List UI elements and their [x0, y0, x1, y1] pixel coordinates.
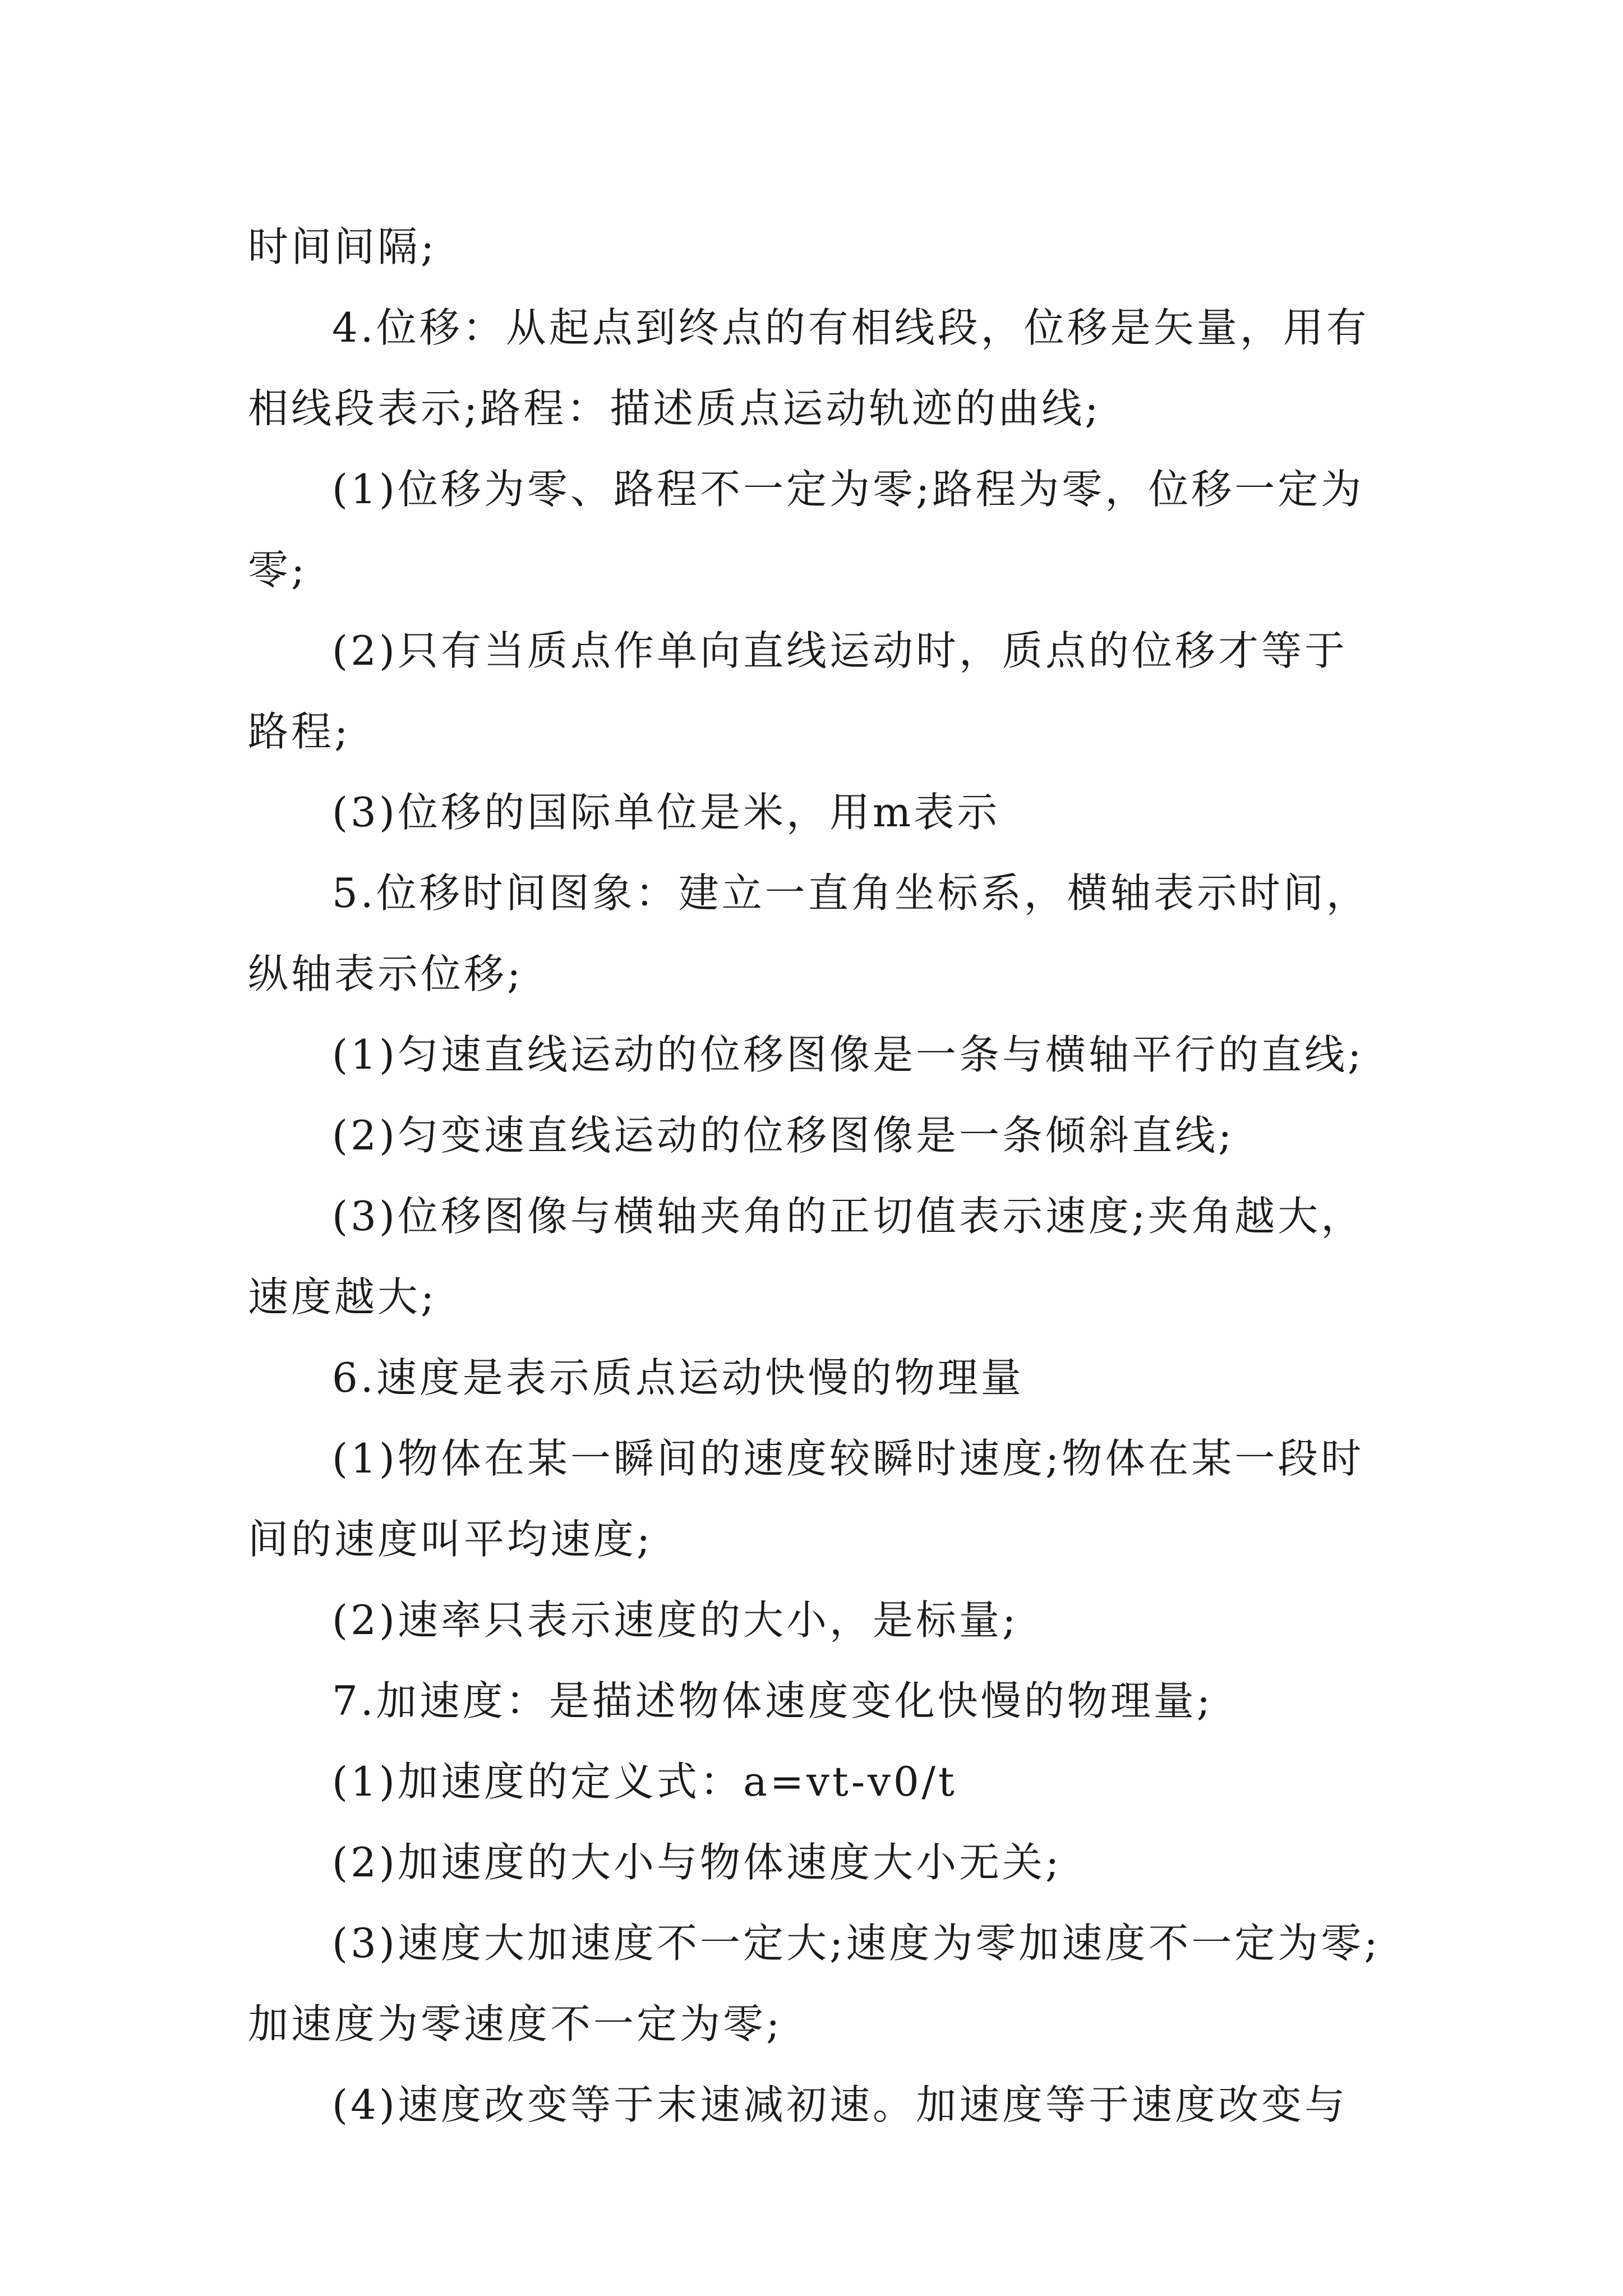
paragraph-7: (2)匀变速直线运动的位移图像是一条倾斜直线;	[332, 1112, 1235, 1159]
paragraph-1: 4.位移：从起点到终点的有相线段，位移是矢量，用有相线段表示;路程：描述质点运动轨迹的曲线;	[248, 304, 1370, 432]
paragraph-16: (4)速度改变等于末速减初速。加速度等于速度改变与	[332, 2081, 1348, 2128]
document-body	[248, 206, 1386, 2145]
paragraph-4: (3)位移的国际单位是米，用m表示	[332, 789, 1000, 836]
paragraph-12: 7.加速度：是描述物体速度变化快慢的物理量;	[332, 1677, 1213, 1724]
paragraph-6: (1)匀速直线运动的位移图像是一条与横轴平行的直线;	[332, 1031, 1364, 1078]
paragraph-13: (1)加速度的定义式：a=vt-v0/t	[332, 1758, 957, 1805]
paragraph-3: (2)只有当质点作单向直线运动时，质点的位移才等于路程;	[248, 627, 1348, 755]
paragraph-10: (1)物体在某一瞬间的速度较瞬时速度;物体在某一段时间的速度叫平均速度;	[248, 1435, 1364, 1563]
paragraph-9: 6.速度是表示质点运动快慢的物理量	[332, 1354, 1024, 1401]
paragraph-2: (1)位移为零、路程不一定为零;路程为零，位移一定为零;	[248, 466, 1364, 593]
paragraph-8: (3)位移图像与横轴夹角的正切值表示速度;夹角越大，速度越大;	[248, 1193, 1364, 1320]
paragraph-15: (3)速度大加速度不一定大;速度为零加速度不一定为零;加速度为零速度不一定为零;	[248, 1920, 1381, 2047]
paragraph-5: 5.位移时间图象：建立一直角坐标系，横轴表示时间，纵轴表示位移;	[248, 869, 1370, 997]
paragraph-14: (2)加速度的大小与物体速度大小无关;	[332, 1839, 1062, 1886]
paragraph-11: (2)速率只表示速度的大小，是标量;	[332, 1596, 1019, 1644]
paragraph-0: 时间间隔;	[248, 223, 437, 270]
